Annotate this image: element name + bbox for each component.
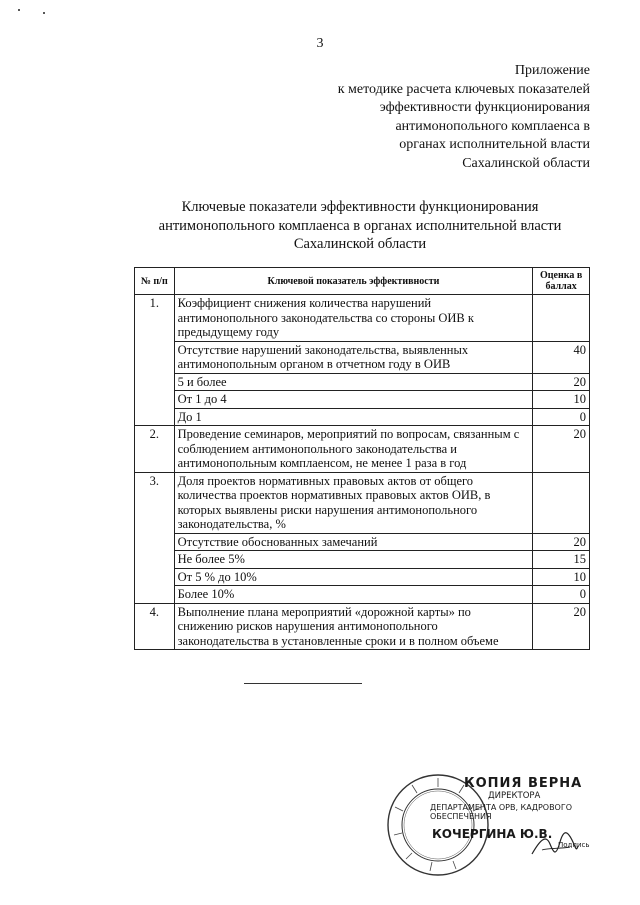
handwritten-signature — [530, 830, 580, 860]
table-row — [135, 568, 590, 586]
title-line: Сахалинской области — [293, 236, 427, 252]
page-number: 3 — [316, 36, 324, 51]
appendix-line: к методике расчета ключевых показателей — [337, 81, 590, 97]
table-row — [135, 408, 590, 426]
score-cell: 0 — [533, 586, 590, 604]
score-cell: 20 — [533, 603, 590, 650]
document-title — [0, 198, 640, 254]
table-row — [135, 472, 590, 533]
score-cell: 40 — [533, 341, 590, 373]
row-number: 2. — [135, 426, 175, 473]
table-body — [135, 295, 590, 650]
score-cell: 20 — [533, 373, 590, 391]
indicator-cell: От 1 до 4 — [174, 391, 533, 409]
score-cell: 10 — [533, 391, 590, 409]
table-row — [135, 373, 590, 391]
table-row — [135, 341, 590, 373]
row-number: 3. — [135, 472, 175, 603]
score-cell — [533, 295, 590, 342]
indicator-cell: Не более 5% — [174, 551, 533, 569]
table-row — [135, 295, 590, 342]
score-cell: 20 — [533, 426, 590, 473]
header-score: Оценка в баллах — [533, 268, 590, 295]
row-number: 4. — [135, 603, 175, 650]
table-row — [135, 586, 590, 604]
table-row — [135, 533, 590, 551]
table-header-row — [135, 268, 590, 295]
department-label: ДЕПАРТАМЕНТА ОРВ, КАДРОВОГО ОБЕСПЕЧЕНИЯ — [430, 803, 573, 821]
copy-certified-label: КОПИЯ ВЕРНА — [464, 776, 583, 791]
indicator-cell: 5 и более — [174, 373, 533, 391]
score-cell — [533, 472, 590, 533]
indicator-cell: От 5 % до 10% — [174, 568, 533, 586]
indicator-cell: Доля проектов нормативных правовых актов от общего количества проектов нормативных правовых актов ОИВ, в которых выявлены риски нарушения антимонопольного законодательства, % — [174, 472, 533, 533]
header-indicator: Ключевой показатель эффективности — [174, 268, 533, 295]
indicator-cell: До 1 — [174, 408, 533, 426]
scan-speck — [18, 9, 20, 11]
appendix-line: Приложение — [514, 63, 590, 78]
score-cell: 10 — [533, 568, 590, 586]
appendix-line: эффективности функционирования — [379, 100, 590, 115]
title-line: антимонопольного комплаенса в органах исполнительной власти — [158, 217, 562, 234]
appendix-line: Сахалинской области — [462, 155, 590, 171]
row-number: 1. — [135, 295, 175, 426]
indicator-cell: Отсутствие нарушений законодательства, выявленных антимонопольным органом в отчетном году в ОИВ — [174, 341, 533, 373]
table-row — [135, 391, 590, 409]
header-num: № п/п — [135, 268, 175, 295]
title-line: Ключевые показатели эффективности функционирования — [181, 199, 539, 215]
signer-name: КОЧЕРГИНА Ю.В. — [432, 827, 553, 841]
appendix-header — [338, 62, 590, 173]
indicator-cell: Отсутствие обоснованных замечаний — [174, 533, 533, 551]
scan-speck — [43, 12, 45, 14]
appendix-line: органах исполнительной власти — [399, 137, 590, 152]
table-row — [135, 426, 590, 473]
director-label: ДИРЕКТОРА — [488, 791, 541, 801]
table-row — [135, 551, 590, 569]
score-cell: 0 — [533, 408, 590, 426]
kpi-table — [134, 267, 590, 650]
appendix-line: антимонопольного комплаенса в — [395, 118, 590, 134]
table-row — [135, 603, 590, 650]
signature-caption: Подпись — [558, 841, 590, 849]
indicator-cell: Проведение семинаров, мероприятий по вопросам, связанным с соблюдением антимонопольного законодательства и антимонопольным комплаенсом, не менее 1 раза в год — [174, 426, 533, 473]
indicator-cell: Более 10% — [174, 586, 533, 604]
score-cell: 15 — [533, 551, 590, 569]
indicator-cell: Выполнение плана мероприятий «дорожной карты» по снижению рисков нарушения антимонопольного законодательства в установленные сроки и в полном объеме — [174, 603, 533, 650]
indicator-cell: Коэффициент снижения количества нарушений антимонопольного законодательства со стороны ОИВ к предыдущему году — [174, 295, 533, 342]
end-divider — [244, 683, 362, 684]
score-cell: 20 — [533, 533, 590, 551]
